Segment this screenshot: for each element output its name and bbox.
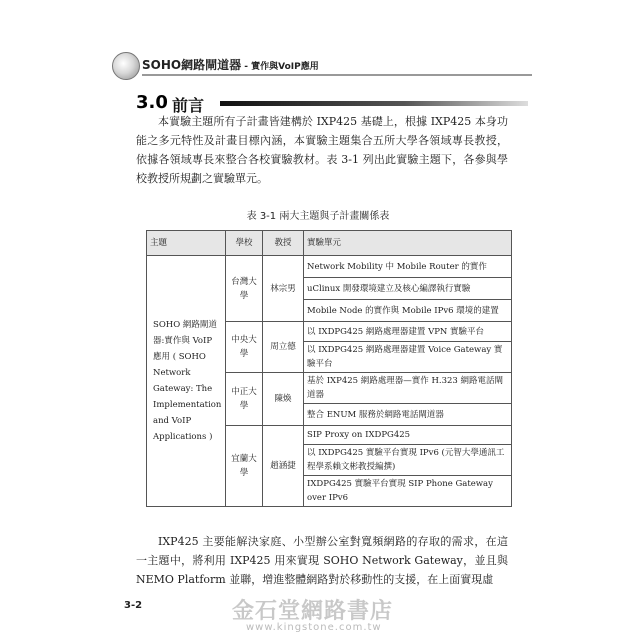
page-number: 3-2 [124,600,143,611]
header-unit: 實驗單元 [304,231,512,256]
school-cell: 台灣大學 [226,256,263,322]
unit-cell: 基於 IXP425 網路處理器—實作 H.323 網路電話閘道器 [304,373,512,404]
header-title: SOHO網路閘道器 [142,58,242,72]
watermark-url: www.kingstone.com.tw [246,622,382,633]
unit-cell: SIP Proxy on IXDPG425 [304,426,512,445]
school-cell: 中央大學 [226,322,263,373]
intro-paragraph: 本實驗主題所有子計畫皆建構於 IXP425 基礎上，根據 IXP425 本身功能之多元特性及計畫目標內涵，本實驗主題集合五所大學各領域專長教授，依據各領域專長來整合各校實驗教材。表 3-1 列出此實驗主題下，各參與學校教授所規劃之實驗單元。 [136,115,508,185]
section-title: 前言 [172,96,205,115]
unit-cell: Mobile Node 的實作與 Mobile IPv6 環境的建置 [304,300,512,322]
table-header-row [147,231,512,256]
header-subtitle: - 實作與VoIP應用 [241,62,319,72]
unit-cell: 整合 ENUM 服務於網路電話閘道器 [304,404,512,426]
unit-cell: IXDPG425 實驗平台實現 SIP Phone Gateway over IPv6 [304,476,512,507]
professor-cell: 陳煥 [263,373,304,426]
table-row [147,256,512,278]
watermark-text: 金石堂網路書店 [232,598,394,624]
book-logo-icon [112,52,140,80]
professor-cell: 趙涵捷 [263,426,304,507]
unit-cell: 以 IXDPG425 實驗平台實現 IPv6 (元智大學通訊工程學系賴文彬教授編撰) [304,445,512,476]
running-header [112,52,532,78]
unit-cell: 以 IXDPG425 網路處理器建置 Voice Gateway 實驗平台 [304,342,512,373]
closing-paragraph: IXP425 主要能解決家庭、小型辦公室對寬頻網路的存取的需求，在這一主題中，將利用 IXP425 用來實現 SOHO Network Gateway，並且與 NEMO Platform 並聯，增進整體網路對於移動性的支援，在上面實現虛 [136,535,508,586]
unit-cell: 以 IXDPG425 網路處理器建置 VPN 實驗平台 [304,322,512,342]
section-number: 3.0 [136,92,168,113]
professor-cell: 周立德 [263,322,304,373]
section-heading [136,92,536,114]
topic-cell: SOHO 網路閘道器:實作與 VoIP 應用 ( SOHO Network Gateway: The Implementation and VoIP Applications ) [147,256,226,507]
header-divider [142,74,532,76]
unit-cell: uClinux 開發環境建立及核心編譯執行實驗 [304,278,512,300]
school-cell: 中正大學 [226,373,263,426]
header-school: 學校 [226,231,263,256]
topic-table [146,230,512,507]
professor-cell: 林宗男 [263,256,304,322]
header-professor: 教授 [263,231,304,256]
school-cell: 宜蘭大學 [226,426,263,507]
table-caption: 表 3-1 兩大主題與子計畫關係表 [246,211,390,222]
header-topic: 主題 [147,231,226,256]
running-header-title [142,56,319,73]
unit-cell: Network Mobility 中 Mobile Router 的實作 [304,256,512,278]
section-rule [220,101,528,106]
